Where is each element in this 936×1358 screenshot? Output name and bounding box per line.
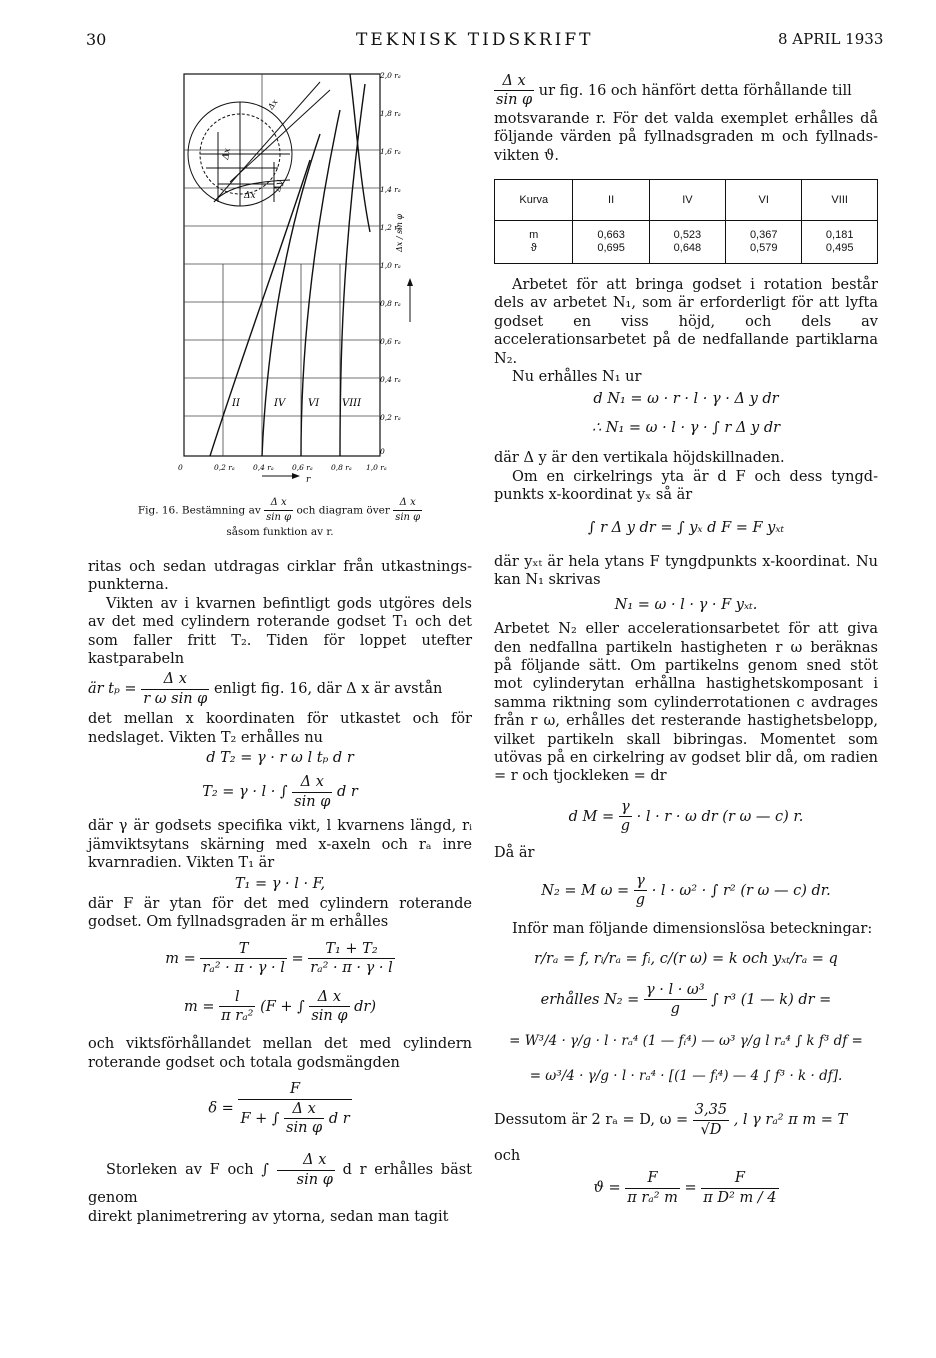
y-tick-labels [379,71,401,456]
paragraph: Om en cirkelrings yta är d F och dess tyngdpunkts x-koordinat yₓ så är [494,468,878,504]
curve-ii [210,160,310,456]
issue-date: 8 APRIL 1933 [778,30,884,48]
curve-label-viii: VIII [342,398,362,409]
table-cell: 0,523 0,648 [649,221,725,264]
paragraph: det mellan x koordinaten för utkastet och för nedslaget. Vikten T₂ erhålles nu [88,711,472,746]
caption-text: Fig. 16. Bestämning av [137,504,261,517]
inset-label-dx2: Δx [244,191,256,201]
equation: = W³/4 · γ/g · l · rₐ⁴ (1 — fᵢ⁴) — ω³ γ/g l rₐ⁴ ∫ k f³ df = [509,1033,863,1050]
page-number: 30 [86,30,107,49]
inset-label-dx: Δx [221,147,233,161]
paragraph: Arbetet N₂ eller accelerationsarbetet för att giva den nedfallna partikeln hastigheten r ω beräknas på följande sätt. Om partikelns genom sned stöt mot cylinderytan erhållna hastighetskomposant i samma riktning som cylinderrotationen c avdrages från r ω, erhålles det resterande hastighetsbelopp, vilket partikeln skall bibringas. Momentet som utövas på en cirkelring av godset blir då, om radien = r och tjockleken = dr [494,621,878,785]
y-tick: 1,6 rₐ [380,147,401,156]
table-cell: 0,367 0,579 [726,221,802,264]
paragraph: $\frac{\text{Δ x}}{\text{sin φ}}$ ur fig. 16 och hänfört detta förhållande till [496,73,852,109]
paragraph: ritas och sedan utdragas cirklar från utkastningspunkterna. [88,559,472,594]
equation: T₁ = γ · l · F, [234,875,326,892]
equation: m = $\frac{T}{\text{rₐ² · π · γ · l}}$ = $\frac{\text{T₁ + T₂}}{\text{rₐ² · π · γ · l}}$ [165,940,393,977]
table-header: VI [726,180,802,221]
inset-label-dy: Δy [273,179,285,193]
paragraph: Då är [494,844,535,861]
curve-label-ii: II [232,398,240,409]
equation: erhålles N₂ = $\frac{\text{γ · l · ω³}}{g}$ ∫ r³ (1 — k) dr = [540,981,832,1018]
x-tick: 0 [178,463,183,472]
equation: m = $\frac{l}{\text{π rₐ²}}$ (F + ∫ $\frac{\text{Δ x}}{\text{sin φ}}$ dr) [184,988,376,1024]
paragraph: Dessutom är 2 rₐ = D, ω = $\frac{3,35}{√D}$ , l γ rₐ² π m = T [494,1102,848,1138]
x-tick: 0,8 rₐ [331,463,352,472]
table-row-labels: m ϑ [529,229,539,255]
curve-label-iv: IV [274,398,286,409]
figure-caption [110,496,450,539]
paragraph: Nu erhålles N₁ ur [512,369,642,386]
caption-text: och diagram över [296,504,390,517]
y-tick: 1,8 rₐ [380,109,401,118]
paragraph: och viktsförhållandet mellan det med cylindern roterande godset och totala godsmängden [88,1036,472,1071]
paragraph: där F är ytan för det med cylindern roterande godset. Om fyllnadsgraden är m erhålles [88,895,472,931]
table-header: Kurva [495,180,573,221]
journal-title: TEKNISK TIDSKRIFT [356,30,594,50]
equation: d T₂ = γ · r ω l tₚ d r [206,750,354,767]
x-tick: 0,6 rₐ [292,463,313,472]
equation: ∴ N₁ = ω · l · γ · ∫ r Δ y dr [591,419,781,436]
paragraph: Inför man följande dimensionslösa beteckningar: [512,920,873,937]
curve-vi [301,110,340,456]
x-tick: 0,2 rₐ [214,463,235,472]
inset-label-dx3: Δx [266,97,280,112]
side-label: Δx / sin φ [395,213,404,252]
caption-fraction: $\frac{\text{Δ x}}{\text{sin φ}}$ [266,497,292,523]
table-header: VIII [802,180,877,221]
paragraph: där γ är godsets specifika vikt, l kvarnens längd, rᵢ jämviktsytans skärning med x-axeln och rₐ inre kvarnradien. Vikten T₁ är [88,818,472,872]
equation: N₂ = M ω = $\frac{\gamma}{g}$ · l · ω² · ∫ r² (r ω — c) dr. [541,873,831,909]
y-tick: 2,0 rₐ [380,71,401,80]
equation: d M = $\frac{\gamma}{g}$ · l · r · ω dr (r ω — c) r. [568,798,804,835]
figure-16-diagram [170,62,440,487]
y-tick: 0 [380,447,385,456]
paragraph: Arbetet för att bringa godset i rotation består dels av arbetet N₁, som är erforderligt för att lyfta godset en viss höjd, och dels av accelerationsarbetet på de nedfallande partiklarna N₂. [494,277,878,367]
x-tick: 1,0 rₐ [366,463,387,472]
y-tick: 0,6 rₐ [380,337,401,346]
inset-circle-diagram [188,82,330,206]
paragraph: där Δ y är den vertikala höjdskillnaden. [494,450,785,467]
paragraph: är tₚ = $\frac{\text{Δ x}}{\text{r ω sin φ}}$ enligt fig. 16, där Δ x är avstån [88,671,443,707]
right-column [494,72,878,1211]
y-tick: 0,4 rₐ [380,375,401,384]
x-tick-labels [178,463,387,472]
paragraph: där yₓₜ är hela ytans F tyngdpunkts x-koordinat. Nu kan N₁ skrivas [494,553,878,589]
equation: d N₁ = ω · r · l · γ · Δ y dr [593,391,779,408]
table-header: II [573,180,649,221]
paragraph: motsvarande r. För det valda exemplet erhålles då följande värden på fyllnadsgraden m och fyllnadsvikten ϑ. [494,110,878,164]
equation: ϑ = $\frac{F}{\text{π rₐ² m}}$ = $\frac{F}{\text{π D² m / 4}}$ [593,1170,777,1206]
fill-degree-table [494,179,878,264]
paragraph: direkt planimetrering av ytorna, sedan man tagit [88,1208,449,1225]
x-axis-label: r [306,475,311,485]
paragraph: Vikten av i kvarnen befintligt gods utgöres dels av det med cylindern roterande godset T₁ och det som faller fritt T₂. Tiden för loppet utefter kastparabeln [88,595,472,668]
equation: r/rₐ = f, rᵢ/rₐ = fᵢ, c/(r ω) = k och yₓₜ/rₐ = q [534,951,838,968]
curve-label-vi: VI [308,398,320,409]
y-tick: 0,2 rₐ [380,413,401,422]
y-tick: 1,0 rₐ [380,261,401,270]
x-tick: 0,4 rₐ [253,463,274,472]
y-tick: 1,2 rₐ [380,223,401,232]
equation: ∫ r Δ y dr = ∫ yₓ d F = F yₓₜ [587,519,785,536]
y-tick: 1,4 rₐ [380,185,401,194]
caption-text: såsom funktion av r. [226,526,334,538]
table-cell: 0,181 0,495 [802,221,877,264]
left-column [88,558,472,1226]
y-tick: 0,8 rₐ [380,299,401,308]
table-header: IV [649,180,725,221]
equation: N₁ = ω · l · γ · F yₓₜ. [614,596,758,613]
paragraph: Storleken av F och ∫ $\frac{\text{Δ x}}{\text{sin φ}}$ d r erhålles bäst genom [88,1152,472,1207]
caption-fraction: $\frac{\text{Δ x}}{\text{sin φ}}$ [395,497,421,523]
equation: T₂ = γ · l · ∫ $\frac{\text{Δ x}}{\text{sin φ}}$ d r [202,774,358,810]
table-cell: 0,663 0,695 [573,221,649,264]
equation: δ = F F + ∫ $\frac{\text{Δ x}}{\text{sin φ}}$ d r [208,1081,350,1136]
paragraph: och [494,1148,521,1165]
equation: = ω³/4 · γ/g · l · rₐ⁴ · [(1 — fᵢ⁴) — 4 ∫ f³ · k · df]. [529,1067,843,1084]
